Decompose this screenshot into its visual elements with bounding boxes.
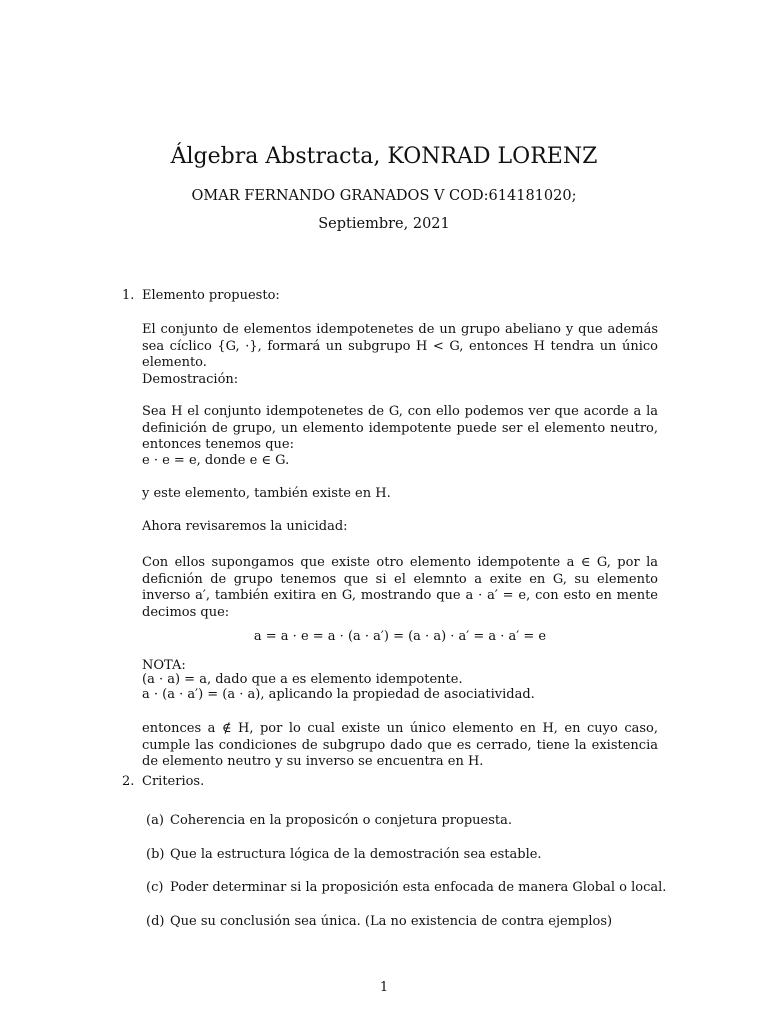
criterion-c-label: (c) — [146, 880, 164, 895]
criterion-a-text: Coherencia en la proposicón o conjetura propuesta. — [170, 813, 513, 828]
uniqueness-line: Ahora revisaremos la unicidad: — [142, 519, 348, 534]
criterion-d-text: Que su conclusión sea única. (La no existencia de contra ejemplos) — [170, 914, 613, 929]
item-1-number: 1. — [122, 288, 135, 303]
suppose-paragraph: Con ellos supongamos que existe otro elemento idempotente a ∈ G, por la deficnión de grupo tenemos que si el elemnto a exite en G, su elemento inverso a′, también exitira en G, mostrando que a · a′ = e, con esto en mente decimos que: — [142, 555, 658, 620]
item-2-number: 2. — [122, 774, 135, 789]
note-line-2: a · (a · a′) = (a · a), aplicando la propiedad de asociatividad. — [142, 687, 535, 702]
neutral-element-line: e · e = e, donde e ∈ G. — [142, 453, 290, 468]
demonstration-label: Demostración: — [142, 372, 239, 387]
exists-line: y este elemento, también existe en H. — [142, 486, 391, 501]
criterion-b-text: Que la estructura lógica de la demostración sea estable. — [170, 847, 542, 862]
criterion-b-label: (b) — [146, 847, 165, 862]
date-line: Septiembre, 2021 — [318, 216, 450, 232]
note-title: NOTA: — [142, 658, 186, 673]
item-2-heading: Criterios. — [142, 774, 205, 789]
item-1-heading: Elemento propuesto: — [142, 288, 280, 303]
proposition-paragraph: El conjunto de elementos idempotenetes de un grupo abeliano y que además sea cíclico {G, ·}, formará un subgrupo H < G, entonces H tendra un único elemento. — [142, 322, 658, 370]
demonstration-body: Sea H el conjunto idempotenetes de G, con ello podemos ver que acorde a la definición de grupo, un elemento idempotente puede ser el elemento neutro, entonces tenemos que: — [142, 404, 658, 452]
author-line: OMAR FERNANDO GRANADOS V COD:614181020; — [191, 188, 577, 204]
criterion-d-label: (d) — [146, 914, 165, 929]
note-line-1: (a · a) = a, dado que a es elemento idempotente. — [142, 672, 463, 687]
page-number: 1 — [379, 980, 389, 995]
paper-title: Álgebra Abstracta, KONRAD LORENZ — [170, 144, 598, 169]
criterion-c-text: Poder determinar si la proposición esta enfocada de manera Global o local. — [170, 880, 667, 895]
display-equation: a = a · e = a · (a · a′) = (a · a) · a′ = a · a′ = e — [253, 629, 547, 644]
conclusion-paragraph: entonces a ∉ H, por lo cual existe un único elemento en H, en cuyo caso, cumple las condiciones de subgrupo dado que es cerrado, tiene la existencia de elemento neutro y su inverso se encuentra en H. — [142, 721, 658, 769]
criterion-a-label: (a) — [146, 813, 164, 828]
